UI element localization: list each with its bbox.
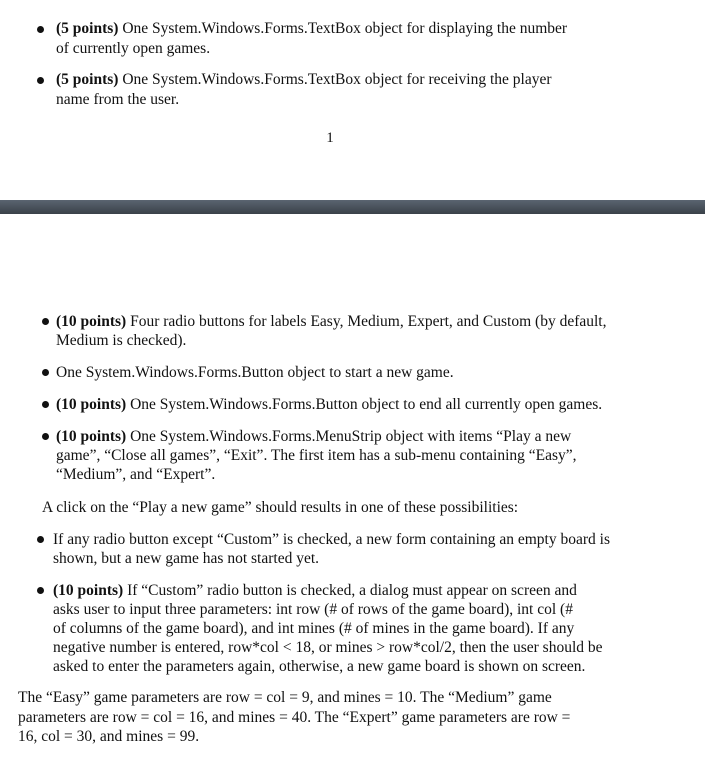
bullet-line: asks user to input three parameters: int row (# of rows of the game board), int col (# bbox=[53, 601, 573, 618]
bullet-line: (10 points) If “Custom” radio button is checked, a dialog must appear on screen and bbox=[53, 582, 577, 599]
bullet-line: One System.Windows.Forms.Button object to start a new game. bbox=[56, 364, 454, 381]
bullet-marker bbox=[42, 369, 49, 376]
bullet-line: asked to enter the parameters again, otherwise, a new game board is shown on screen. bbox=[53, 658, 586, 675]
bullet-line: of currently open games. bbox=[56, 40, 211, 57]
bullet-marker bbox=[42, 318, 49, 325]
bullet-line: (10 points) One System.Windows.Forms.MenuStrip object with items “Play a new bbox=[56, 428, 572, 445]
page-separator bbox=[0, 200, 705, 214]
bullet-line: negative number is entered, row*col < 18, or mines > row*col/2, then the user should be bbox=[53, 639, 603, 656]
bullet-line: (10 points) Four radio buttons for labels Easy, Medium, Expert, and Custom (by default, bbox=[56, 313, 607, 330]
closing-paragraph-line: 16, col = 30, and mines = 99. bbox=[18, 728, 200, 745]
bullet-marker bbox=[37, 77, 44, 84]
bullet-line: Medium is checked). bbox=[56, 332, 187, 349]
document-page-1 bbox=[0, 0, 705, 202]
bullet-marker bbox=[37, 536, 44, 543]
bullet-line: (10 points) One System.Windows.Forms.Button object to end all currently open games. bbox=[56, 396, 603, 413]
document-page-2 bbox=[0, 214, 705, 760]
bullet-line: shown, but a new game has not started yet. bbox=[53, 550, 320, 567]
closing-paragraph-line: parameters are row = col = 16, and mines = 40. The “Expert” game parameters are row = bbox=[18, 709, 571, 726]
intro-paragraph: A click on the “Play a new game” should results in one of these possibilities: bbox=[42, 499, 519, 516]
bullet-marker bbox=[42, 401, 49, 408]
bullet-line: game”, “Close all games”, “Exit”. The first item has a sub-menu containing “Easy”, bbox=[56, 447, 577, 464]
page-number: 1 bbox=[326, 130, 334, 146]
bullet-marker bbox=[37, 26, 44, 33]
closing-paragraph-line: The “Easy” game parameters are row = col = 9, and mines = 10. The “Medium” game bbox=[18, 689, 552, 706]
bullet-line: If any radio button except “Custom” is checked, a new form containing an empty board is bbox=[53, 531, 610, 548]
bullet-line: of columns of the game board), and int mines (# of mines in the game board). If any bbox=[53, 620, 575, 637]
bullet-marker bbox=[37, 587, 44, 594]
bullet-line: (5 points) One System.Windows.Forms.TextBox object for displaying the number bbox=[56, 20, 568, 37]
bullet-line: “Medium”, and “Expert”. bbox=[56, 466, 216, 483]
bullet-marker bbox=[42, 433, 49, 440]
bullet-line: (5 points) One System.Windows.Forms.TextBox object for receiving the player bbox=[56, 71, 552, 88]
bullet-line: name from the user. bbox=[56, 91, 180, 108]
